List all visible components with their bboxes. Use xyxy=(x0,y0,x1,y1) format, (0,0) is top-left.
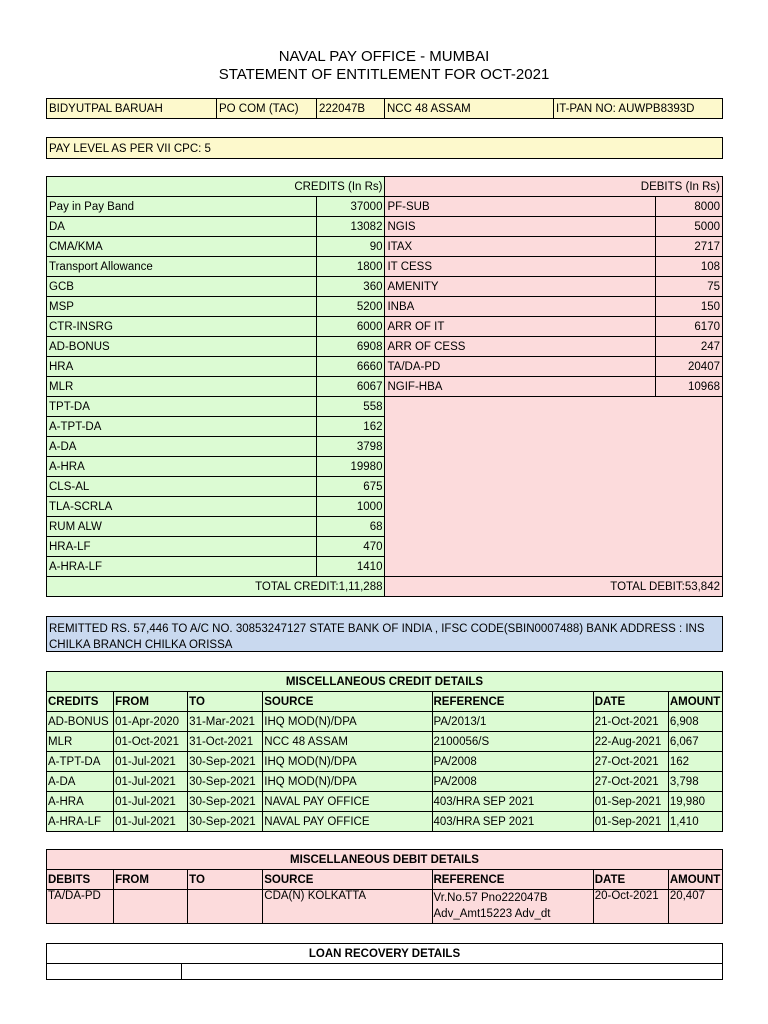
credit-from: 01-Oct-2021 xyxy=(114,732,188,752)
remittance-line2: CHILKA BRANCH CHILKA ORISSA xyxy=(49,639,233,651)
debit-amount: 20407 xyxy=(655,357,722,377)
credit-reference: 403/HRA SEP 2021 xyxy=(432,792,593,812)
debits-header: DEBITS (In Rs) xyxy=(385,177,723,197)
debit-amount: 108 xyxy=(655,257,722,277)
credit-amount: 360 xyxy=(317,277,385,297)
pay-level-box xyxy=(46,137,723,159)
credit-amount: 162 xyxy=(668,752,722,772)
credit-label: A-HRA xyxy=(47,457,317,477)
credit-date: 01-Sep-2021 xyxy=(593,812,668,832)
debit-reference-line2: Adv_Amt15223 Adv_dt xyxy=(433,908,551,920)
column-header: FROM xyxy=(114,692,188,712)
totals-row xyxy=(47,577,723,597)
credit-date: 01-Sep-2021 xyxy=(593,792,668,812)
credit-label: AD-BONUS xyxy=(47,337,317,357)
credit-label: DA xyxy=(47,217,317,237)
credit-to: 30-Sep-2021 xyxy=(188,812,263,832)
debit-reference xyxy=(432,890,593,924)
statement-title: STATEMENT OF ENTITLEMENT FOR OCT-2021 xyxy=(218,66,550,83)
credit-to: 30-Sep-2021 xyxy=(188,772,263,792)
credit-source: IHQ MOD(N)/DPA xyxy=(263,752,432,772)
credit-type: MLR xyxy=(47,732,114,752)
credit-label: A-HRA-LF xyxy=(47,557,317,577)
credit-amount: 68 xyxy=(317,517,385,537)
person-info-table xyxy=(46,98,723,119)
column-header: TO xyxy=(188,692,263,712)
debit-amount: 75 xyxy=(655,277,722,297)
column-header: AMOUNT xyxy=(668,870,722,890)
debit-amount: 150 xyxy=(655,297,722,317)
credit-reference: 403/HRA SEP 2021 xyxy=(432,812,593,832)
credit-label: MLR xyxy=(47,377,317,397)
credit-label: HRA xyxy=(47,357,317,377)
person-name: BIDYUTPAL BARUAH xyxy=(47,99,217,119)
debit-amount: 10968 xyxy=(655,377,722,397)
misc-credit-row xyxy=(47,792,723,812)
credit-debit-row xyxy=(47,397,723,417)
credit-amount: 3798 xyxy=(317,437,385,457)
debit-label: ARR OF IT xyxy=(385,317,655,337)
loan-cell xyxy=(47,964,182,980)
credit-label: TPT-DA xyxy=(47,397,317,417)
debit-label: AMENITY xyxy=(385,277,655,297)
credit-debit-row xyxy=(47,257,723,277)
credit-debit-row xyxy=(47,197,723,217)
debit-label: PF-SUB xyxy=(385,197,655,217)
credit-to: 30-Sep-2021 xyxy=(188,792,263,812)
credit-date: 27-Oct-2021 xyxy=(593,772,668,792)
debit-amount: 5000 xyxy=(655,217,722,237)
credit-amount: 6660 xyxy=(317,357,385,377)
credit-amount: 6067 xyxy=(317,377,385,397)
misc-credit-title: MISCELLANEOUS CREDIT DETAILS xyxy=(47,672,723,692)
misc-debit-row xyxy=(47,890,723,924)
credit-label: CLS-AL xyxy=(47,477,317,497)
debit-from xyxy=(114,890,188,924)
debit-date: 20-Oct-2021 xyxy=(593,890,668,924)
credit-from: 01-Jul-2021 xyxy=(114,772,188,792)
debit-source: CDA(N) KOLKATTA xyxy=(263,890,432,924)
person-unit: NCC 48 ASSAM xyxy=(385,99,554,119)
credit-reference: 2100056/S xyxy=(432,732,593,752)
remittance-box xyxy=(46,616,723,652)
misc-credit-row xyxy=(47,752,723,772)
debit-type: TA/DA-PD xyxy=(47,890,114,924)
credit-to: 31-Oct-2021 xyxy=(188,732,263,752)
total-debit: TOTAL DEBIT:53,842 xyxy=(385,577,723,597)
credit-type: A-DA xyxy=(47,772,114,792)
misc-debit-table xyxy=(46,849,723,924)
credit-date: 21-Oct-2021 xyxy=(593,712,668,732)
credit-label: RUM ALW xyxy=(47,517,317,537)
column-header: CREDITS xyxy=(47,692,114,712)
credit-amount: 19980 xyxy=(317,457,385,477)
misc-credit-row xyxy=(47,712,723,732)
credit-from: 01-Jul-2021 xyxy=(114,752,188,772)
credit-source: NCC 48 ASSAM xyxy=(263,732,432,752)
credit-amount: 162 xyxy=(317,417,385,437)
credit-amount: 13082 xyxy=(317,217,385,237)
credit-amount: 3,798 xyxy=(668,772,722,792)
column-header: REFERENCE xyxy=(432,870,593,890)
misc-debit-header-row xyxy=(47,870,723,890)
misc-credit-table xyxy=(46,671,723,832)
credit-reference: PA/2008 xyxy=(432,752,593,772)
credit-source: NAVAL PAY OFFICE xyxy=(263,812,432,832)
credit-amount: 470 xyxy=(317,537,385,557)
remittance-line1: REMITTED RS. 57,446 TO A/C NO. 30853247127 STATE BANK OF INDIA , IFSC CODE(SBIN0007488) BANK ADDRESS : INS xyxy=(49,623,705,635)
credit-reference: PA/2013/1 xyxy=(432,712,593,732)
column-header: AMOUNT xyxy=(668,692,722,712)
column-header: REFERENCE xyxy=(432,692,593,712)
debit-label: ITAX xyxy=(385,237,655,257)
column-header: DATE xyxy=(593,692,668,712)
debit-amount: 8000 xyxy=(655,197,722,217)
misc-debit-title: MISCELLANEOUS DEBIT DETAILS xyxy=(47,850,723,870)
column-header: SOURCE xyxy=(263,692,432,712)
credit-amount: 1000 xyxy=(317,497,385,517)
debit-reference-line1: Vr.No.57 Pno222047B xyxy=(433,892,548,904)
column-header: TO xyxy=(188,870,263,890)
credit-from: 01-Jul-2021 xyxy=(114,792,188,812)
credit-debit-row xyxy=(47,297,723,317)
column-header: FROM xyxy=(114,870,188,890)
credit-source: IHQ MOD(N)/DPA xyxy=(263,712,432,732)
credit-label: HRA-LF xyxy=(47,537,317,557)
credit-debit-row xyxy=(47,217,723,237)
credit-from: 01-Jul-2021 xyxy=(114,812,188,832)
column-header: DEBITS xyxy=(47,870,114,890)
credit-amount: 1800 xyxy=(317,257,385,277)
credit-amount: 558 xyxy=(317,397,385,417)
credits-header: CREDITS (In Rs) xyxy=(47,177,385,197)
credit-label: GCB xyxy=(47,277,317,297)
credit-label: A-TPT-DA xyxy=(47,417,317,437)
debit-empty-area xyxy=(385,397,723,577)
person-pan: IT-PAN NO: AUWPB8393D xyxy=(554,99,723,119)
credit-label: CMA/KMA xyxy=(47,237,317,257)
loan-title: LOAN RECOVERY DETAILS xyxy=(47,944,723,964)
debit-amount: 20,407 xyxy=(668,890,722,924)
column-header: DATE xyxy=(593,870,668,890)
credit-amount: 1,410 xyxy=(668,812,722,832)
debit-amount: 2717 xyxy=(655,237,722,257)
credit-amount: 6,908 xyxy=(668,712,722,732)
credit-reference: PA/2008 xyxy=(432,772,593,792)
debit-amount: 247 xyxy=(655,337,722,357)
debit-to xyxy=(188,890,263,924)
credit-source: NAVAL PAY OFFICE xyxy=(263,792,432,812)
credit-amount: 90 xyxy=(317,237,385,257)
loan-recovery-table xyxy=(46,943,723,980)
column-header: SOURCE xyxy=(263,870,432,890)
credit-to: 31-Mar-2021 xyxy=(188,712,263,732)
credit-amount: 6,067 xyxy=(668,732,722,752)
total-credit: TOTAL CREDIT:1,11,288 xyxy=(47,577,385,597)
credit-debit-row xyxy=(47,357,723,377)
credit-debit-row xyxy=(47,377,723,397)
person-number: 222047B xyxy=(317,99,385,119)
loan-cell xyxy=(182,964,723,980)
credit-label: Transport Allowance xyxy=(47,257,317,277)
credit-type: A-HRA xyxy=(47,792,114,812)
misc-credit-row xyxy=(47,772,723,792)
misc-credit-row xyxy=(47,732,723,752)
credit-label: Pay in Pay Band xyxy=(47,197,317,217)
debit-label: TA/DA-PD xyxy=(385,357,655,377)
credit-debit-row xyxy=(47,237,723,257)
misc-credit-row xyxy=(47,812,723,832)
credit-date: 27-Oct-2021 xyxy=(593,752,668,772)
debit-label: INBA xyxy=(385,297,655,317)
credit-amount: 5200 xyxy=(317,297,385,317)
debit-amount: 6170 xyxy=(655,317,722,337)
credit-amount: 6908 xyxy=(317,337,385,357)
credit-source: IHQ MOD(N)/DPA xyxy=(263,772,432,792)
credit-amount: 37000 xyxy=(317,197,385,217)
credit-debit-row xyxy=(47,277,723,297)
credit-debit-row xyxy=(47,337,723,357)
credit-label: A-DA xyxy=(47,437,317,457)
credit-label: TLA-SCRLA xyxy=(47,497,317,517)
misc-credit-header-row xyxy=(47,692,723,712)
credit-amount: 19,980 xyxy=(668,792,722,812)
debit-label: NGIS xyxy=(385,217,655,237)
credit-from: 01-Apr-2020 xyxy=(114,712,188,732)
credit-type: A-TPT-DA xyxy=(47,752,114,772)
debit-label: NGIF-HBA xyxy=(385,377,655,397)
credit-label: MSP xyxy=(47,297,317,317)
credit-amount: 675 xyxy=(317,477,385,497)
credit-label: CTR-INSRG xyxy=(47,317,317,337)
debit-label: IT CESS xyxy=(385,257,655,277)
credit-amount: 1410 xyxy=(317,557,385,577)
pay-level: PAY LEVEL AS PER VII CPC: 5 xyxy=(49,143,211,155)
credit-type: AD-BONUS xyxy=(47,712,114,732)
credits-debits-table xyxy=(46,176,723,597)
credit-date: 22-Aug-2021 xyxy=(593,732,668,752)
credit-amount: 6000 xyxy=(317,317,385,337)
credit-debit-row xyxy=(47,317,723,337)
credit-type: A-HRA-LF xyxy=(47,812,114,832)
credit-to: 30-Sep-2021 xyxy=(188,752,263,772)
office-title: NAVAL PAY OFFICE - MUMBAI xyxy=(278,48,490,65)
person-rank: PO COM (TAC) xyxy=(217,99,317,119)
debit-label: ARR OF CESS xyxy=(385,337,655,357)
